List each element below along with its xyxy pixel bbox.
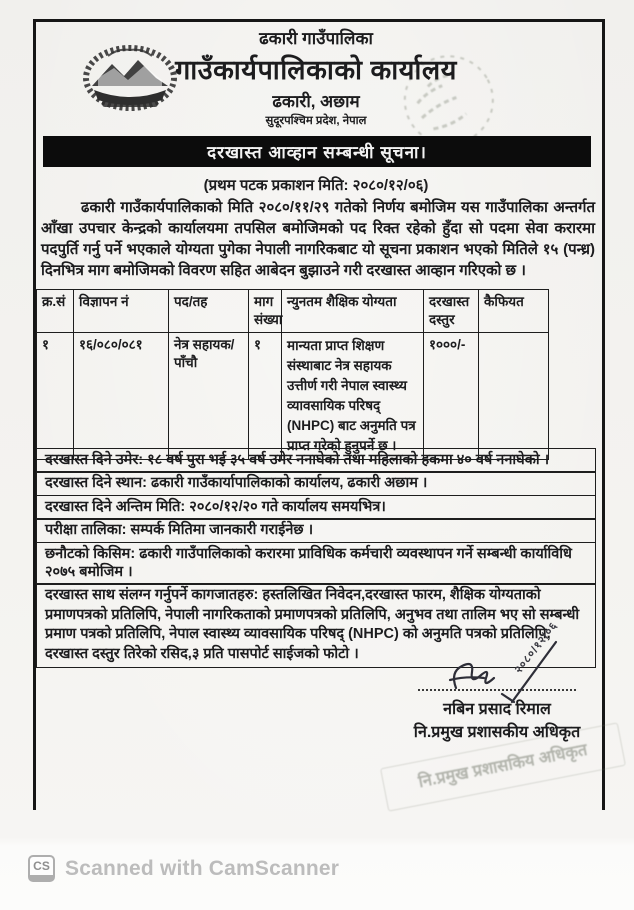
note-exam-schedule: परीक्षा तालिका: सम्पर्क मितिमा जानकारी गराईनेछ । (36, 518, 596, 543)
municipality-name: ढकारी गाउँपालिका (259, 29, 373, 48)
handwritten-date: २०८०/१२/०६ (512, 619, 561, 676)
letterhead (36, 26, 596, 128)
note-required-documents: दरखास्त साथ संलग्न गर्नुपर्ने कागजातहरु: हस्तलिखित निवेदन,दरखास्त फारम, शैक्षिक योग्यताको प्रमाणपत्रको प्रतिलिपि, नेपाली नागरिकताको प्रमाणपत्रको प्रतिलिपि, अनुभव तथा तालिम भए सो सम्बन्धी प्रमाण पत्रको प्रतिलिपि, नेपाल स्वास्थ्य व्यावसायिक परिषद् (NHPC) को अनुमति पत्रको प्रतिलिपि, दरखास्त दस्तुर तिरेको रसिद,३ प्रति पासपोर्ट साईजको फोटो । (36, 583, 596, 668)
notice-title-bar (43, 136, 591, 167)
notice-title: दरखास्त आव्हान सम्बन्धी सूचना। (207, 143, 427, 162)
camscanner-logo-icon: CS (28, 855, 55, 882)
note-deadline: दरखास्त दिने अन्तिम मिति: २०८०/१२/२० गते कार्यालय समयभित्र। (36, 495, 596, 520)
office-province: सुदूरपश्चिम प्रदेश, नेपाल (265, 115, 367, 127)
camscanner-text: Scanned with CamScanner (65, 856, 340, 880)
col-header-quantity: माग संख्या (249, 290, 282, 333)
office-name: गाउँकार्यपालिकाको कार्यालय (175, 55, 457, 85)
intro-paragraph: ढकारी गाउँकार्यपालिकाको मिति २०८०/११/२९ गतेको निर्णय बमोजिम यस गाउँपालिका अन्तर्गत आँखा उपचार केन्द्रको कार्यालयमा तपसिल बमोजिमको पद रिक्त रहेको हुँदा सो पदमा सेवा करारमा पदपुर्ति गर्नु पर्ने भएकाले योग्यता पुगेका नेपाली नागरिकबाट यो सूचना प्रकाशन भएको मितिले १५ (पन्ध्र) दिनभित्र माग बमोजिमको विवरण सहित आबेदन बुझाउने गरी दरखास्त आव्हान गरिएको छ । (41, 199, 595, 279)
vacancy-table-header-row (37, 290, 549, 333)
publication-date-line: (प्रथम पटक प्रकाशन मिति: २०८०/१२/०६) (203, 177, 429, 194)
designation-ink-stamp: नि.प्रमुख प्रशासकिय अधिकृत (380, 722, 626, 811)
signatory-name: नबिन प्रसाद रिमाल (443, 701, 551, 718)
col-header-qualification: न्युनतम शैक्षिक योग्यता (282, 290, 424, 333)
vacancy-table (36, 289, 549, 460)
note-place: दरखास्त दिने स्थान: ढकारी गाउँकार्यापालिकाको कार्यालय, ढकारी अछाम । (36, 471, 596, 496)
camscanner-watermark (28, 855, 339, 882)
cell-post: नेत्र सहायक/पाँचौ (169, 333, 249, 460)
col-header-remarks: कैफियत (479, 290, 549, 333)
cell-fee: १०००/- (424, 333, 479, 460)
col-header-fee: दरखास्त दस्तुर (424, 290, 479, 333)
col-header-advert-no: विज्ञापन नं (74, 290, 169, 333)
signatory-designation: नि.प्रमुख प्रशासकीय अधिकृत (413, 724, 581, 741)
cell-qualification: मान्यता प्राप्त शिक्षण संस्थाबाट नेत्र सहायक उत्तीर्ण गरी नेपाल स्वास्थ्य व्यावसायिक परिषद् (NHPC) बाट अनुमति पत्र प्राप्त गरेको हुनुपर्ने छ । (282, 333, 424, 460)
col-header-post: पद/तह (169, 290, 249, 333)
office-place: ढकारी, अछाम (272, 92, 360, 111)
cell-advert-no: १६/०८०/०८१ (74, 333, 169, 460)
col-header-sn: क्र.सं (37, 290, 74, 333)
cell-quantity: १ (249, 333, 282, 460)
note-selection-type: छनौटको किसिम: ढकारी गाउँपालिकाको करारमा प्राविधिक कर्मचारी व्यवस्थापन गर्ने सम्बन्धी कार्याविधि २०७५ बमोजिम । (36, 542, 596, 585)
cell-sn: १ (37, 333, 74, 460)
vacancy-table-row (37, 333, 549, 460)
cell-remarks (479, 333, 549, 460)
note-age: दरखास्त दिने उमेर: १८ वर्ष पुरा भई ३५ वर्ष उमेर ननाघेको तथा महिलाको हकमा ४० वर्ष ननाघेको । (36, 448, 596, 473)
signature-dotted-line (418, 689, 576, 691)
